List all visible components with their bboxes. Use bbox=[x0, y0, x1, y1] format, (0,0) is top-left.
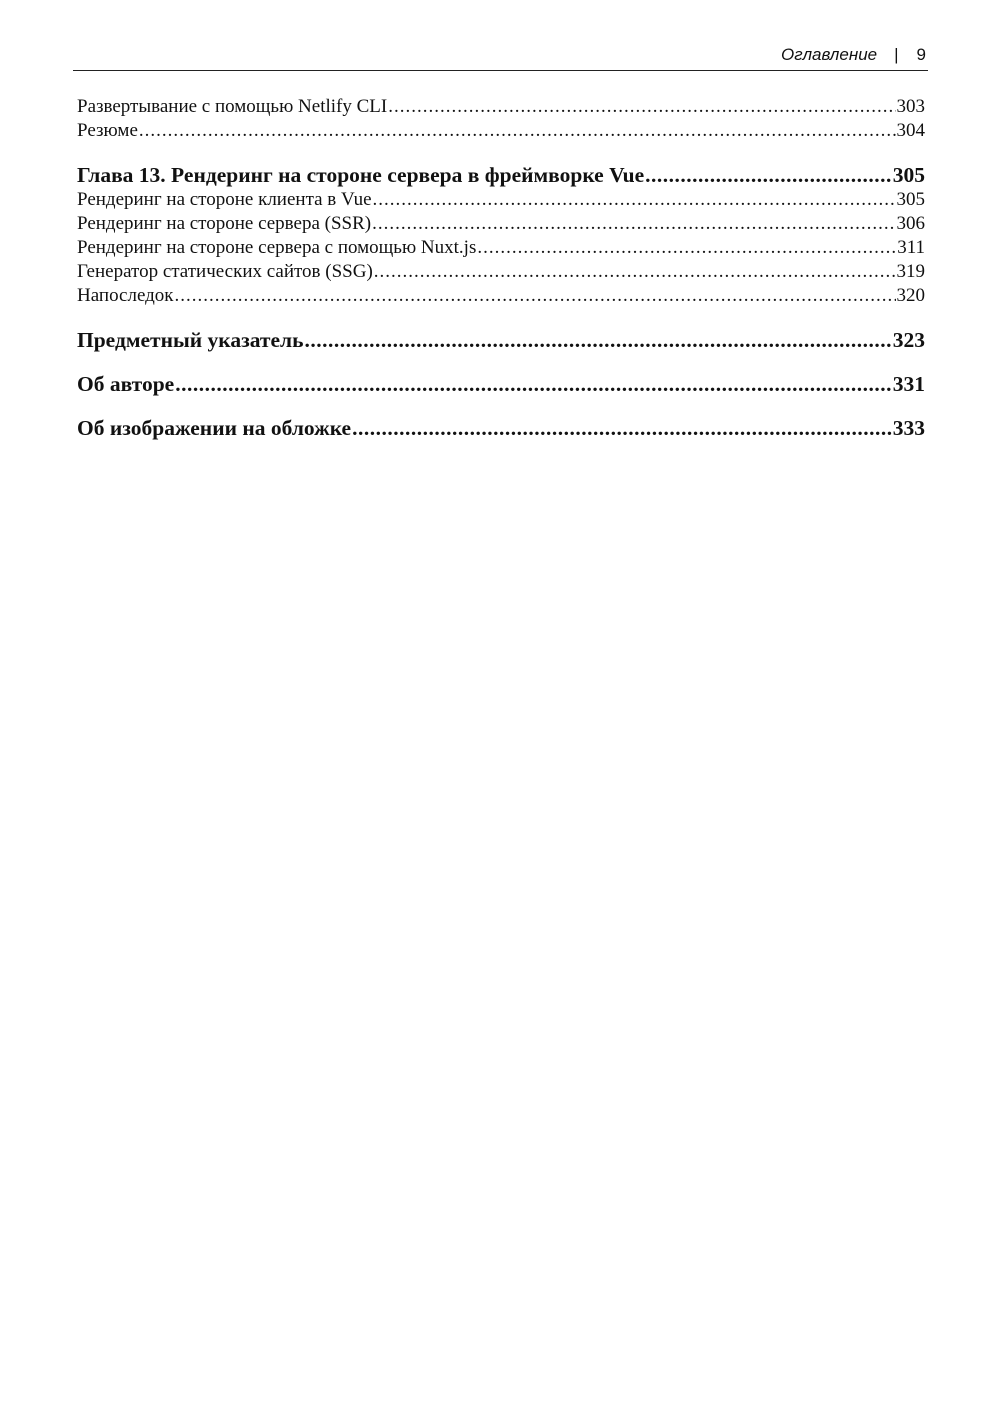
toc-entry-page: 305 bbox=[896, 189, 925, 210]
toc-chapter-page: 305 bbox=[892, 163, 925, 187]
toc-entry-page: 306 bbox=[896, 213, 925, 234]
toc-entry[interactable] bbox=[77, 236, 925, 260]
toc-major-entry[interactable] bbox=[77, 327, 925, 353]
toc-entry-page: 319 bbox=[896, 261, 925, 282]
toc-major-entry[interactable] bbox=[77, 371, 925, 397]
toc-chapter-title: Глава 13. Рендеринг на стороне сервера в фреймворке Vue bbox=[77, 163, 645, 187]
toc-entry-title: Рендеринг на стороне клиента в Vue bbox=[77, 189, 372, 210]
toc-entry[interactable] bbox=[77, 212, 925, 236]
toc-entry[interactable] bbox=[77, 284, 925, 308]
toc-entry-page: 304 bbox=[896, 120, 925, 141]
toc-entry-page: 311 bbox=[897, 237, 925, 258]
dot-leader bbox=[372, 212, 895, 236]
running-header-separator: | bbox=[894, 45, 899, 64]
toc-entry-title: Напоследок bbox=[77, 285, 174, 306]
toc-major-page: 323 bbox=[892, 328, 925, 352]
dot-leader bbox=[477, 236, 896, 260]
toc-major-title: Об авторе bbox=[77, 372, 175, 396]
toc-entry[interactable] bbox=[77, 260, 925, 284]
dot-leader bbox=[304, 327, 891, 353]
toc-entry-title: Рендеринг на стороне сервера (SSR) bbox=[77, 213, 372, 234]
toc-entry-title: Рендеринг на стороне сервера с помощью Nuxt.js bbox=[77, 237, 477, 258]
dot-leader bbox=[373, 188, 896, 212]
toc-major-title: Предметный указатель bbox=[77, 328, 304, 352]
dot-leader bbox=[175, 284, 896, 308]
toc-entry-page: 320 bbox=[896, 285, 925, 306]
toc-major-title: Об изображении на обложке bbox=[77, 416, 352, 440]
toc-entry[interactable] bbox=[77, 188, 925, 212]
dot-leader bbox=[374, 260, 896, 284]
dot-leader bbox=[388, 95, 895, 119]
running-header bbox=[73, 44, 928, 71]
toc-chapter-entry[interactable] bbox=[77, 162, 925, 188]
toc-entry[interactable] bbox=[77, 95, 925, 119]
toc-entry[interactable] bbox=[77, 119, 925, 143]
dot-leader bbox=[139, 119, 896, 143]
toc-major-page: 331 bbox=[892, 372, 925, 396]
running-header-section: Оглавление bbox=[781, 45, 878, 64]
toc-major-page: 333 bbox=[892, 416, 925, 440]
toc-entry-title: Развертывание с помощью Netlify CLI bbox=[77, 96, 388, 117]
dot-leader bbox=[175, 371, 892, 397]
toc-entry-title: Генератор статических сайтов (SSG) bbox=[77, 261, 373, 282]
table-of-contents bbox=[77, 95, 925, 441]
toc-entry-title: Резюме bbox=[77, 120, 138, 141]
dot-leader bbox=[352, 415, 892, 441]
running-header-page-number: 9 bbox=[916, 45, 926, 64]
toc-major-entry[interactable] bbox=[77, 415, 925, 441]
toc-entry-page: 303 bbox=[896, 96, 925, 117]
dot-leader bbox=[645, 162, 892, 188]
